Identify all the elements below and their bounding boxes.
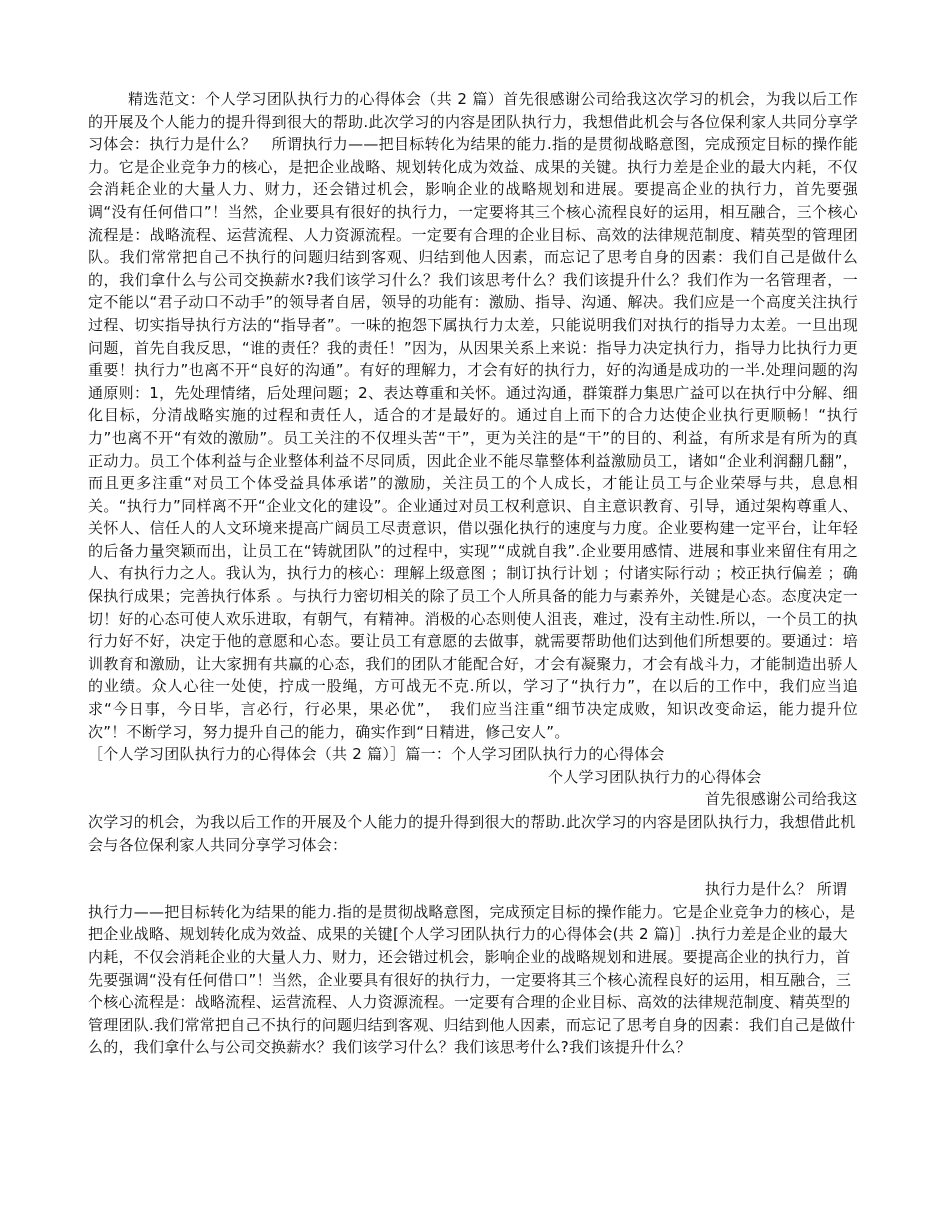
- section-line: ［个人学习团队执行力的心得体会（共 2 篇）］篇一：个人学习团队执行力的心得体会: [88, 745, 665, 764]
- main-paragraph: 精选范文：个人学习团队执行力的心得体会（共 2 篇）首先很感谢公司给我这次学习的机会，为我以后工作的开展及个人能力的提升得到很大的帮助.此次学习的内容是团队执行力，我想借此机会与各位保利家人共同分享学习体会：执行力是什么？ 所谓执行力——把目标转化为结果的能力.指的是贯彻战略意图，完成预定目标的操作能力。它是企业竞争力的核心，是把企业战略、规划转化成为效益、成果的关键。执行力差是企业的最大内耗，不仅会消耗企业的大量人力、财力，还会错过机会，影响企业的战略规划和进展。要提高企业的执行力，首先要强调“没有任何借口”！当然，企业要具有很好的执行力，一定要将其三个核心流程良好的运用，相互融合，三个核心流程是：战略流程、运营流程、人力资源流程。一定要有合理的企业目标、高效的法律规范制度、精英型的管理团队。我们常常把自己不执行的问题归结到客观、归结到他人因素，而忘记了思考自身的因素：我们自己是做什么的，我们拿什么与公司交换薪水?我们该学习什么？我们该思考什么？我们该提升什么？我们作为一名管理者，一定不能以“君子动口不动手”的领导者自居，领导的功能有：激励、指导、沟通、解决。我们应是一个高度关注执行过程、切实指导执行方法的“指导者”。一味的抱怨下属执行力太差，只能说明我们对执行的指导力太差。一旦出现问题，首先自我反思，“谁的责任？我的责任！”因为，从因果关系上来说：指导力决定执行力，指导力比执行力更重要！执行力”也离不开“良好的沟通”。有好的理解力，才会有好的执行力，好的沟通是成功的一半.处理问题的沟通原则：1，先处理情绪，后处理问题；2、表达尊重和关怀。通过沟通，群策群力集思广益可以在执行中分解、细化目标，分清战略实施的过程和责任人，适合的才是最好的。通过自上而下的合力达使企业执行更顺畅！“执行力”也离不开“有效的激励”。员工关注的不仅埋头苦“干”，更为关注的是“干”的目的、利益，有所求是有所为的真正动力。员工个体利益与企业整体利益不尽同质，因此企业不能尽靠整体利益激励员工，诸如“企业利润翻几翻”，而且更多注重“对员工个体受益具体承诺”的激励，关注员工的个人成长，才能让员工与企业荣辱与共，息息相关。“执行力”同样离不开“企业文化的建设”。企业通过对员工权利意识、自主意识教育、引导，通过架构尊重人、关怀人、信任人的人文环境来提高广阔员工尽责意识，借以强化执行的速度与力度。企业要构建一定平台，让年轻的后备力量突颖而出，让员工在“铸就团队”的过程中，实现”“成就自我”.企业要用感情、进展和事业来留住有用之人、有执行力之人。我认为，执行力的核心：理解上级意图 ；制订执行计划 ；付诸实际行动 ；校正执行偏差 ；确保执行成果；完善执行体系 。与执行力密切相关的除了员工个人所具备的能力与素养外，关键是心态。态度决定一切！好的心态可使人欢乐进取，有朝气，有精神。消极的心态则使人沮丧，难过，没有主动性.所以，一个员工的执行力好不好，决定于他的意愿和心态。要让员工有意愿的去做事，就需要帮助他们达到他们所想要的。要通过：培训教育和激励，让大家拥有共赢的心态，我们的团队才能配合好，才会有凝聚力，才会有战斗力，才能制造出骄人的业绩。众人心往一处使，拧成一股绳，方可战无不克.所以，学习了“执行力”，在以后的工作中，我们应当追求“今日事，今日毕，言必行，行必果，果必优”， 我们应当注重“细节决定成败，知识改变命运，能力提升位次”！不断学习，努力提升自己的能力，确实作到“日精进，修己安人”。: [88, 90, 858, 741]
- document-page: [88, 88, 858, 1059]
- second-paragraph: 执行力是什么？ 所谓执行力——把目标转化为结果的能力.指的是贯彻战略意图，完成预定目标的操作能力。它是企业竞争力的核心，是把企业战略、规划转化成为效益、成果的关键[个人学习团队执行力的心得体会(共 2 篇)］.执行力差是企业的最大内耗，不仅会消耗企业的大量人力、财力，还会错过机会，影响企业的战略规划和进展。要提高企业的执行力，首先要强调“没有任何借口”！当然，企业要具有很好的执行力，一定要将其三个核心流程良好的运用，相互融合，三个核心流程是：战略流程、运营流程、人力资源流程。一定要有合理的企业目标、高效的法律规范制度、精英型的管理团队.我们常常把自己不执行的问题归结到客观、归结到他人因素，而忘记了思考自身的因素：我们自己是做什么的，我们拿什么与公司交换薪水？我们该学习什么？我们该思考什么?我们该提升什么？: [88, 880, 856, 1057]
- intro-paragraph: 首先很感谢公司给我这次学习的机会，为我以后工作的开展及个人能力的提升得到很大的帮助.此次学习的内容是团队执行力，我想借此机会与各位保利家人共同分享学习体会：: [88, 790, 858, 854]
- article-subtitle: 个人学习团队执行力的心得体会: [548, 767, 762, 786]
